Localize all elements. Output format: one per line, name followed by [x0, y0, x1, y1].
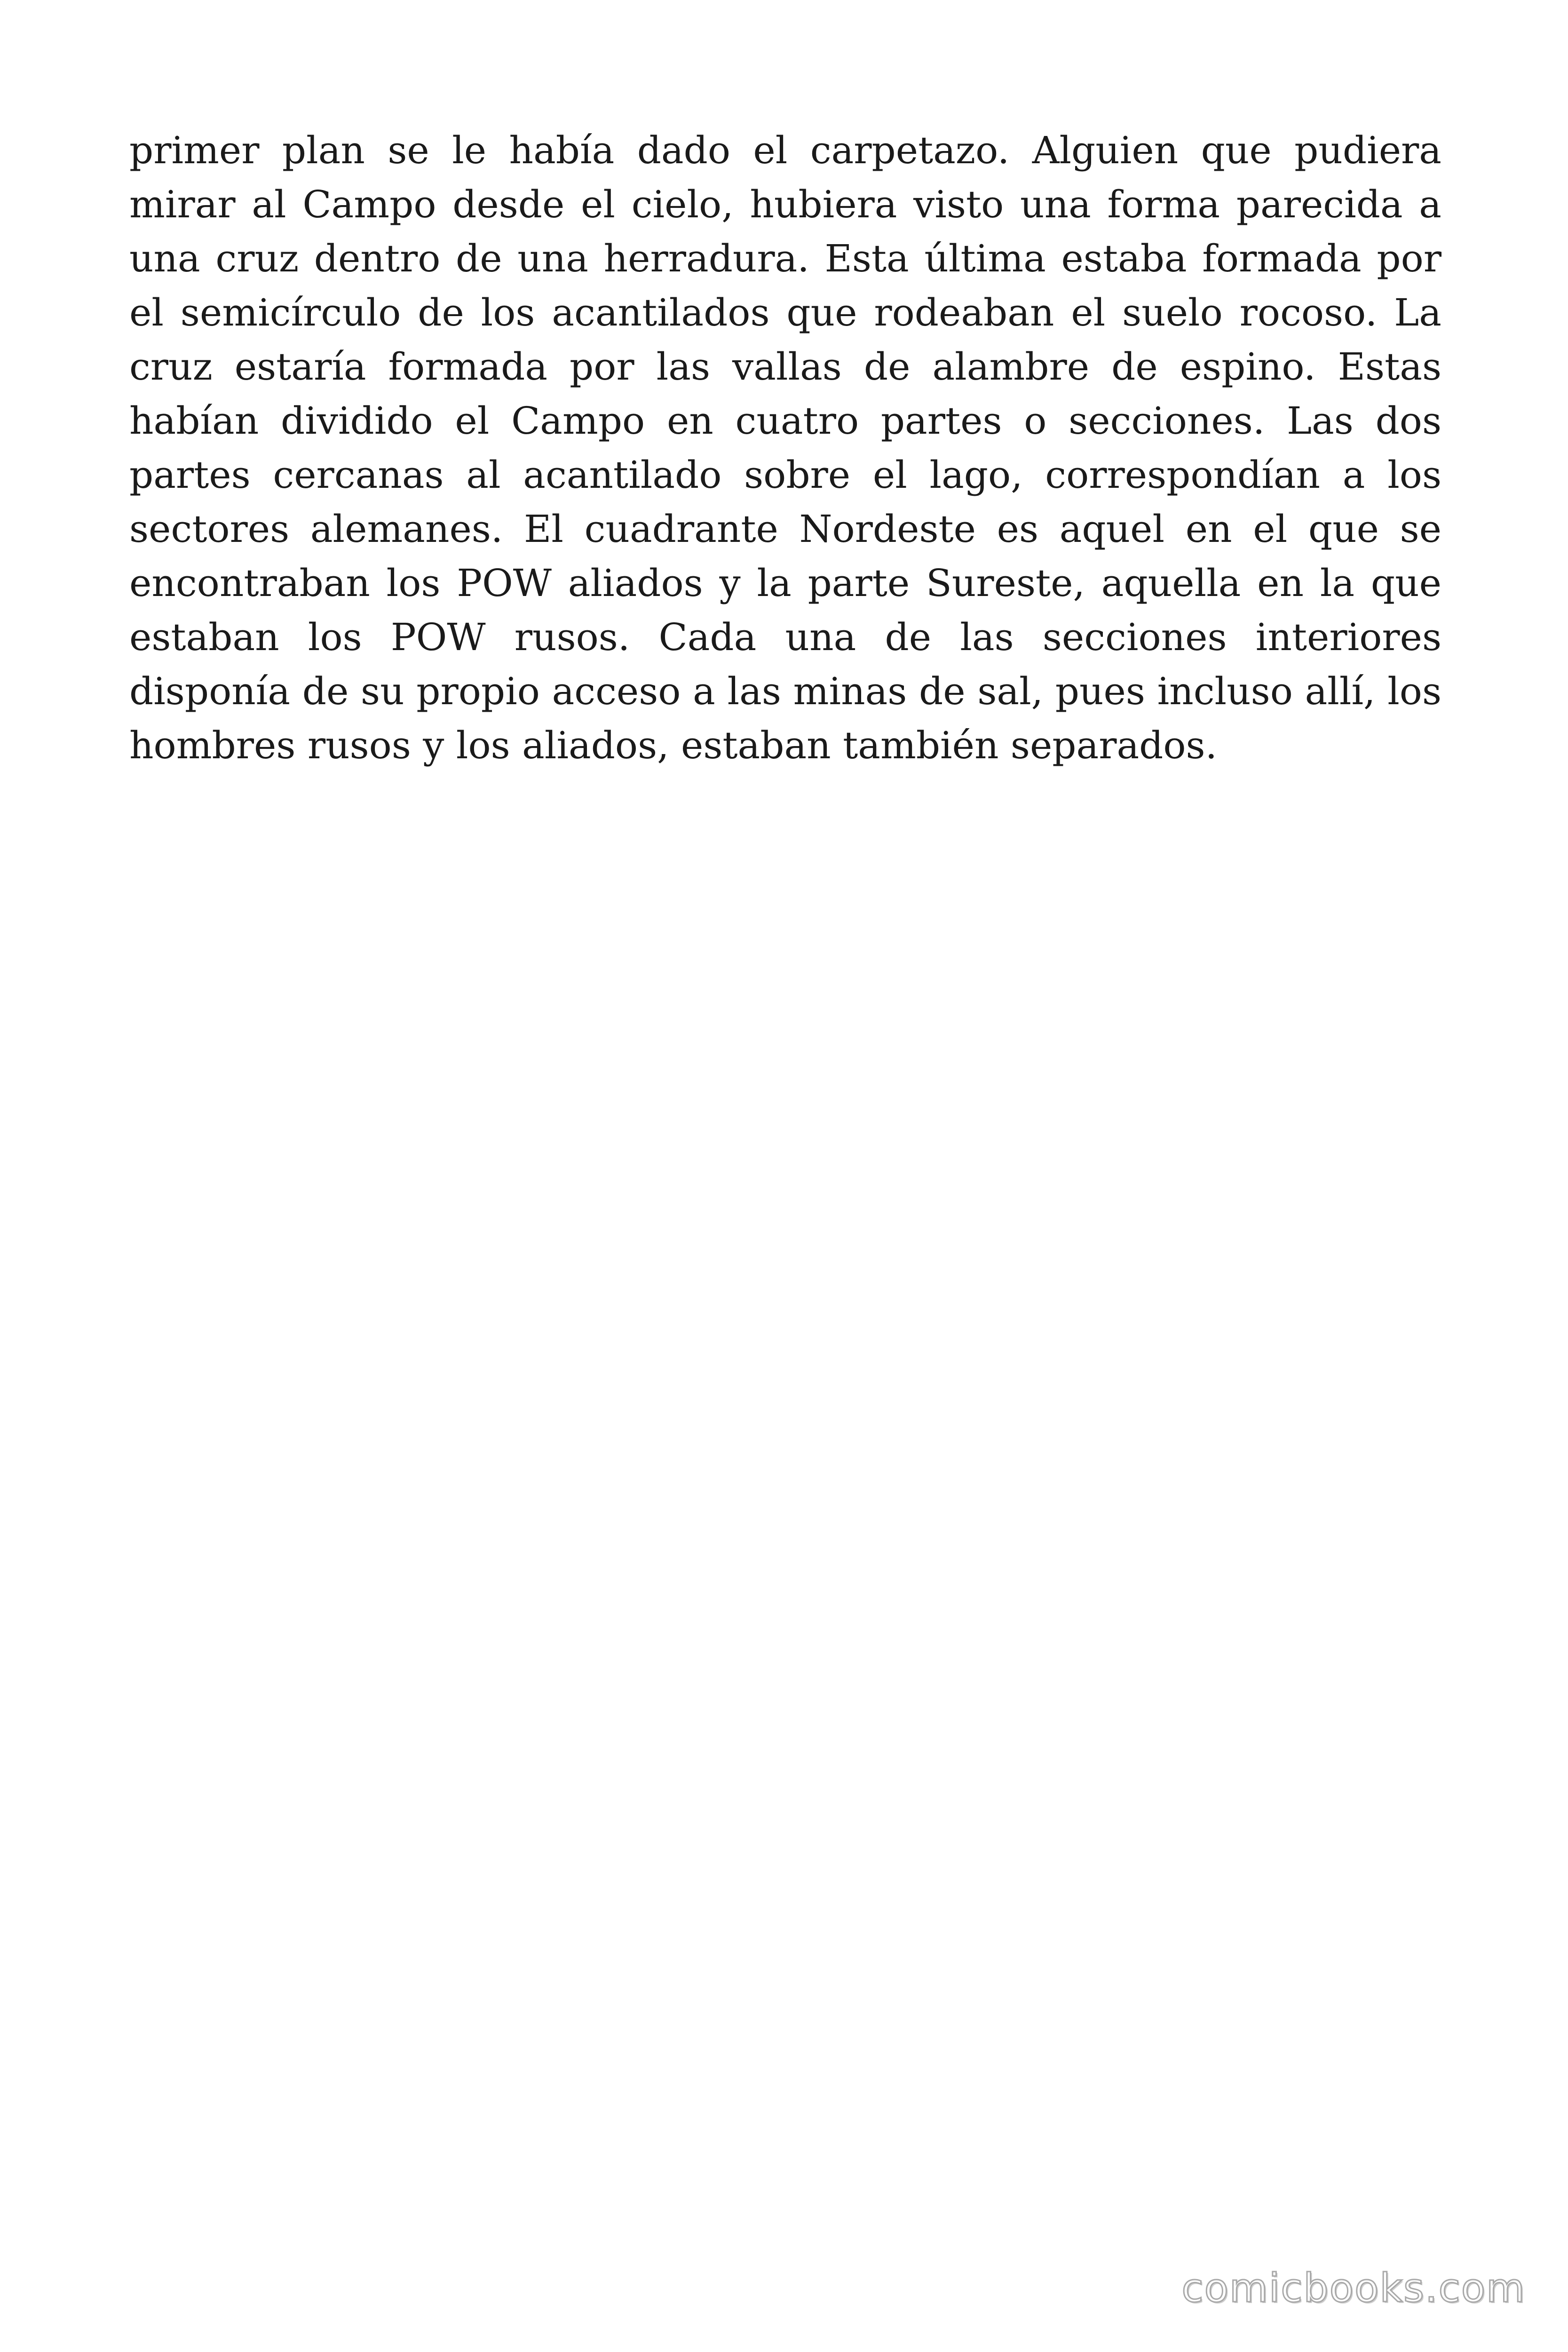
text-line: estaban los POW rusos. Cada una de las secciones interiores [129, 615, 1441, 659]
text-line: cruz estaría formada por las vallas de alambre de espino. Estas [129, 345, 1441, 389]
text-line: disponía de su propio acceso a las minas de sal, pues incluso allí, los [129, 669, 1441, 713]
body-paragraph [129, 123, 1441, 772]
text-line: encontraban los POW aliados y la parte Sureste, aquella en la que [129, 561, 1441, 605]
text-line: el semicírculo de los acantilados que rodeaban el suelo rocoso. La [129, 291, 1441, 334]
text-line: habían dividido el Campo en cuatro partes o secciones. Las dos [129, 399, 1441, 443]
watermark: comicbooks.com [1181, 2265, 1526, 2311]
text-line: sectores alemanes. El cuadrante Nordeste es aquel en el que se [129, 507, 1441, 551]
text-line-last: hombres rusos y los aliados, estaban también separados. [129, 723, 1218, 767]
text-line: mirar al Campo desde el cielo, hubiera visto una forma parecida a [129, 183, 1441, 226]
text-line: una cruz dentro de una herradura. Esta última estaba formada por [129, 237, 1441, 280]
text-line: partes cercanas al acantilado sobre el lago, correspondían a los [129, 453, 1441, 497]
text-line: primer plan se le había dado el carpetazo. Alguien que pudiera [129, 128, 1441, 172]
